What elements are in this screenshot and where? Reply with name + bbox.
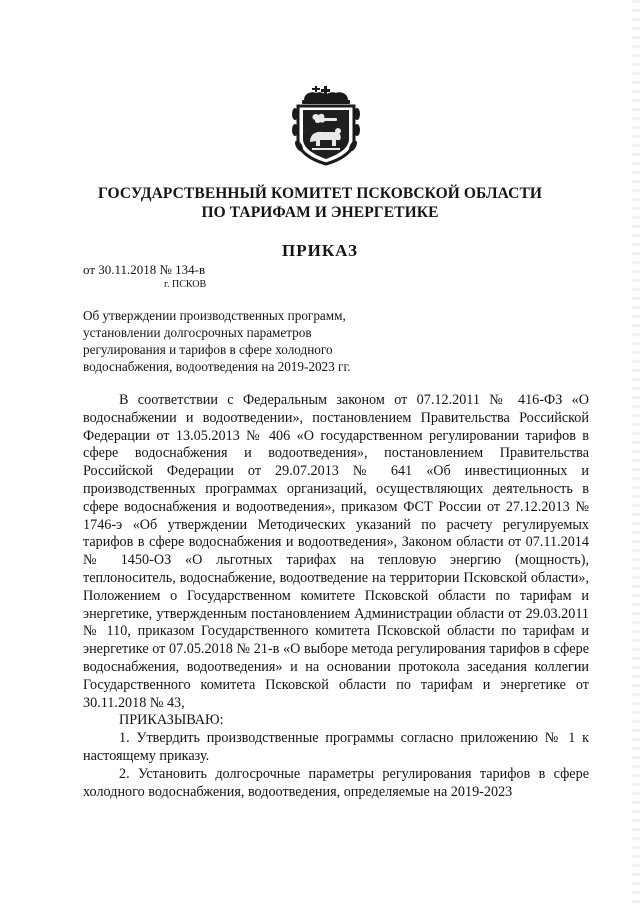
subject-line: водоснабжения, водоотведения на 2019-2023 гг. — [83, 359, 351, 374]
order-city: г. ПСКОВ — [164, 279, 207, 290]
subject-line: регулирования и тарифов в сфере холодного — [83, 342, 333, 357]
preamble-paragraph: В соответствии с Федеральным законом от 07.12.2011 № 416-ФЗ «О водоснабжении и водоотведении», постановлением Правительства Российской Федерации от 13.05.2013 № 406 «О государственном регулировании тарифов в сфере водоснабжения и водоотведения», постановлением Правительства Российской Федерации от 29.07.2013 № 641 «Об инвестиционных и производственных программах организаций, осуществляющих деятельность в сфере водоснабжения и водоотведения», приказом ФСТ России от 27.12.2013 № 1746-э «Об утверждении Методических указаний по расчету регулируемых тарифов в сфере водоснабжения и водоотведения», Законом области от 07.11.2014 № 1450-ОЗ «О льготных тарифах на тепловую энергию (мощность), теплоноситель, водоснабжение, водоотведение на территории Псковской области», Положением о Государственном комитете Псковской области по тарифам и энергетике, утвержденным постановлением Администрации области от 29.03.2011 № 110, приказом Государственного комитета Псковской области по тарифам и энергетике от 07.05.2018 № 21-в «О выборе метода регулирования тарифов в сфере водоснабжения, водоотведения» и на основании протокола заседания коллегии Государственного комитета Псковской области по тарифам и энергетике от 30.11.2018 № 43, — [83, 392, 589, 711]
pskov-coat-of-arms-icon — [290, 84, 362, 168]
order-item-2: 2. Установить долгосрочные параметры регулирования тарифов в сфере холодного водоснабжения, водоотведения, определяемые на 2019-2023 — [83, 765, 589, 800]
subject-line: установлении долгосрочных параметров — [83, 325, 312, 340]
organization-name-line-2: ПО ТАРИФАМ И ЭНЕРГЕТИКЕ — [201, 204, 439, 221]
order-date-number: от 30.11.2018 № 134-в — [83, 262, 206, 277]
subject-line: Об утверждении производственных программ, — [83, 308, 346, 323]
order-subject — [83, 307, 403, 375]
document-type: ПРИКАЗ — [282, 241, 358, 260]
organization-name-line-1: ГОСУДАРСТВЕННЫЙ КОМИТЕТ ПСКОВСКОЙ ОБЛАСТИ — [97, 185, 543, 202]
order-item-1: 1. Утвердить производственные программы согласно приложению № 1 к настоящему приказу. — [83, 730, 589, 764]
command-heading: ПРИКАЗЫВАЮ: — [119, 712, 224, 729]
order-body — [83, 392, 589, 801]
scan-edge-artifact — [632, 0, 640, 905]
